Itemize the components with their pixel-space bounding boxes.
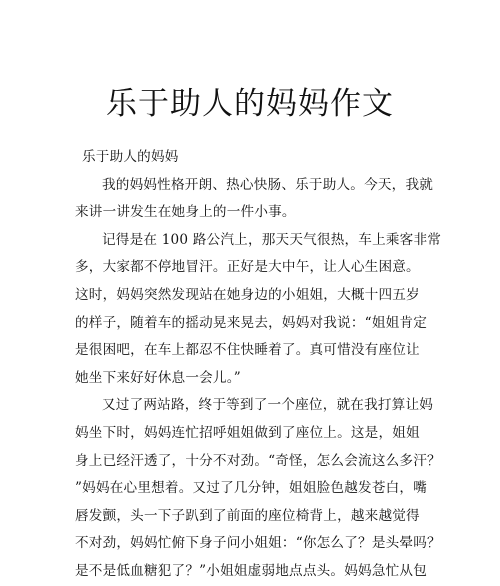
body-line-8: 是很困吧，在车上都忍不住快睡着了。真可惜没有座位让: [75, 342, 420, 359]
body-line-14: 唇发颤，头一下子趴到了前面的座位椅背上，越来越觉得: [75, 507, 420, 524]
body-line-13: ”妈妈在心里想着。又过了几分钟，姐姐脸色越发苍白，嘴: [75, 480, 427, 497]
body-line-9: 她坐下来好好休息一会儿。”: [75, 369, 241, 386]
body-line-7: 的样子，随着车的摇动晃来晃去，妈妈对我说：“姐姐肯定: [75, 314, 427, 331]
body-line-12: 身上已经汗透了，十分不对劲。“奇怪，怎么会流这么多汗？: [75, 452, 441, 469]
body-line-11: 妈坐下时，妈妈连忙招呼姐姐做到了座位上。这是，姐姐: [75, 424, 420, 441]
body-line-10: 又过了两站路，终于等到了一个座位，就在我打算让妈: [102, 397, 434, 414]
body-line-3: 来讲一讲发生在她身上的一件小事。: [75, 204, 296, 221]
body-line-6: 这时，妈妈突然发现站在她身边的小姐姐，大概十四五岁: [75, 286, 420, 303]
body-line-4: 记得是在 100 路公汽上，那天天气很热，车上乘客非常: [102, 231, 442, 248]
body-line-5: 多，大家都不停地冒汗。正好是大中午，让人心生困意。: [75, 259, 420, 276]
body-line-15: 不对劲，妈妈忙俯下身子问小姐姐：“你怎么了？是头晕吗？: [75, 535, 441, 552]
body-line-1: 乐于助人的妈妈: [82, 149, 179, 165]
body-line-2: 我的妈妈性格开朗、热心快肠、乐于助人。今天，我就: [102, 176, 434, 193]
document-body: [75, 144, 442, 586]
body-line-16: 是不是低血糖犯了？”小姐姐虚弱地点点头。妈妈急忙从包: [75, 562, 427, 579]
document-title: 乐于助人的妈妈作文: [106, 86, 394, 122]
